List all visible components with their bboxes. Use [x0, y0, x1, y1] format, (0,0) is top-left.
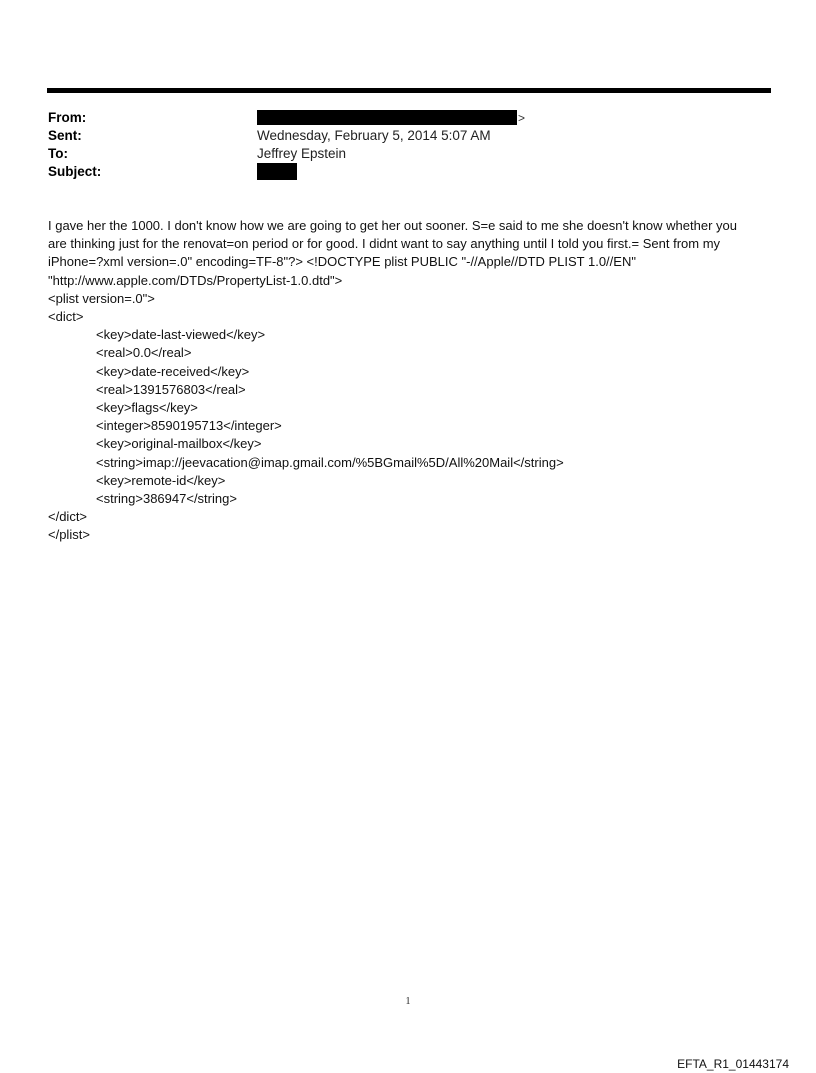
- subject-label: Subject:: [48, 164, 102, 179]
- from-row: [48, 109, 768, 127]
- dict-line: <key>date-received</key>: [96, 363, 250, 379]
- subject-redaction: [257, 163, 297, 180]
- dict-line: <integer>8590195713</integer>: [96, 418, 282, 434]
- from-redaction: [257, 110, 517, 125]
- dict-line: <string>imap://jeevacation@imap.gmail.com/%5BGmail%5D/All%20Mail</string>: [96, 454, 564, 470]
- dict-line: <key>original-mailbox</key>: [96, 436, 262, 452]
- to-label: To:: [48, 146, 68, 161]
- dict-line: <string>386947</string>: [96, 491, 237, 507]
- bates-number: EFTA_R1_01443174: [677, 1057, 789, 1071]
- plist-close: </plist>: [48, 527, 90, 543]
- dict-line: <key>flags</key>: [96, 400, 198, 416]
- body-line: are thinking just for the renovat=on period or for good. I didnt want to say anything until I told you first.= Sent from my: [48, 236, 721, 252]
- sent-label: Sent:: [48, 128, 82, 143]
- email-body: [48, 217, 772, 545]
- dict-line: <real>1391576803</real>: [96, 381, 246, 397]
- subject-row: [48, 163, 768, 181]
- dict-line: <real>0.0</real>: [96, 345, 192, 361]
- to-row: [48, 145, 768, 163]
- email-header: [48, 109, 768, 181]
- sent-value: Wednesday, February 5, 2014 5:07 AM: [257, 128, 491, 143]
- body-line: iPhone=?xml version=.0" encoding=TF-8"?> <!DOCTYPE plist PUBLIC "-//Apple//DTD PLIST 1.0//EN": [48, 254, 636, 270]
- body-line: "http://www.apple.com/DTDs/PropertyList-1.0.dtd">: [48, 272, 343, 288]
- to-value: Jeffrey Epstein: [257, 146, 347, 161]
- dict-line: <key>date-last-viewed</key>: [96, 327, 266, 343]
- subject-value: [257, 163, 297, 181]
- dict-open: <dict>: [48, 309, 84, 325]
- from-suffix: >: [518, 111, 526, 125]
- from-value: [257, 109, 525, 127]
- header-divider: [47, 88, 771, 93]
- dict-close: </dict>: [48, 509, 88, 525]
- from-label: From:: [48, 110, 87, 125]
- dict-line: <key>remote-id</key>: [96, 472, 226, 488]
- page-number: 1: [405, 996, 411, 1007]
- body-line: I gave her the 1000. I don't know how we are going to get her out sooner. S=e said to me she doesn't know whether you: [48, 218, 737, 233]
- plist-open: <plist version=.0">: [48, 290, 155, 306]
- sent-row: [48, 127, 768, 145]
